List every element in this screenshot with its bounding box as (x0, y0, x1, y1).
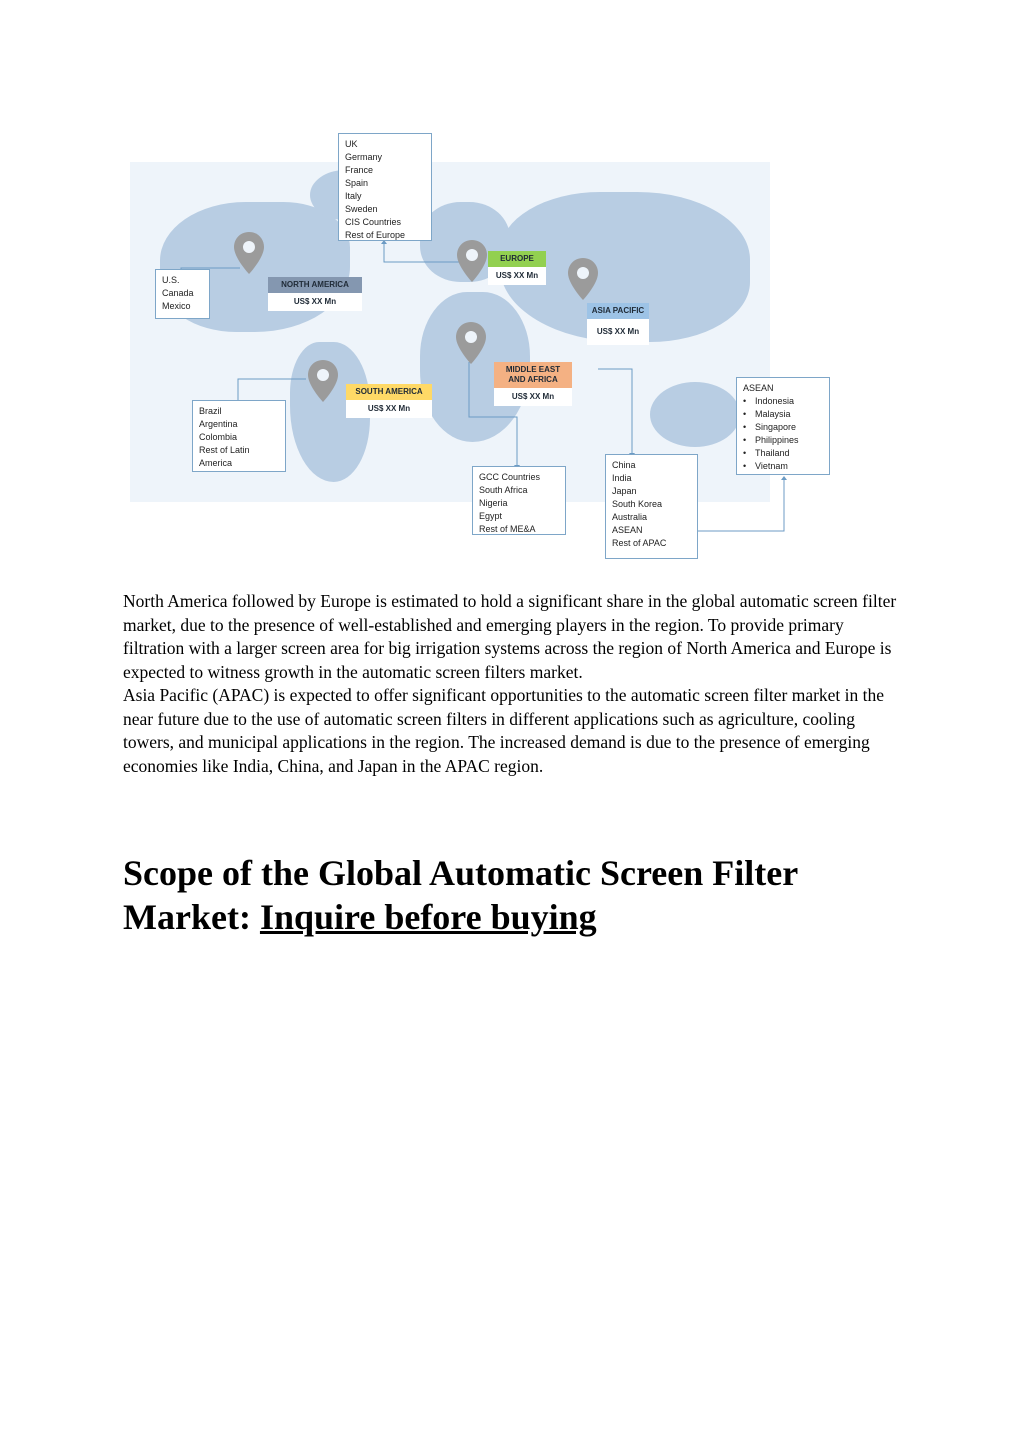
country-item: • Singapore (743, 421, 823, 434)
country-item: • Philippines (743, 434, 823, 447)
country-item: Egypt (479, 511, 503, 521)
body-text (123, 590, 903, 778)
paragraph: North America followed by Europe is estimated to hold a significant share in the global automatic screen filter market, due to the presence of well-established and emerging players in the region. To provide primary filtration with a larger screen area for big irrigation systems across the region of North America and Europe is expected to witness growth in the automatic screen filters market. (123, 591, 897, 682)
region-middle-east-africa (494, 362, 572, 406)
country-item: Spain (345, 178, 369, 188)
country-item: Rest of APAC (612, 538, 667, 548)
region-label-line-2: AND AFRICA (508, 375, 558, 384)
section-heading (123, 851, 903, 939)
country-item: Rest of Latin (199, 445, 250, 455)
country-item: • Thailand (743, 447, 823, 460)
country-list-europe (338, 133, 432, 241)
country-item: Brazil (199, 406, 222, 416)
country-item: Japan (612, 486, 637, 496)
country-item: India (612, 473, 632, 483)
country-item: Rest of Europe (345, 230, 406, 240)
country-list-asia-pacific (605, 454, 698, 559)
region-label-line-1: MIDDLE EAST (505, 365, 561, 374)
country-item: Sweden (345, 204, 378, 214)
region-label: EUROPE (488, 251, 546, 267)
country-item: Germany (345, 152, 383, 162)
country-item: France (345, 165, 374, 175)
map-pin-icon (454, 320, 488, 366)
region-value: US$ XX Mn (268, 293, 362, 311)
country-item: U.S. (162, 275, 180, 285)
country-item: • Vietnam (743, 460, 823, 473)
map-pin-icon (455, 238, 489, 284)
asean-title: ASEAN (743, 383, 774, 393)
country-list-middle-east-africa (472, 466, 566, 535)
country-list-south-america (192, 400, 286, 472)
country-item: South Africa (479, 485, 528, 495)
country-item: • Malaysia (743, 408, 823, 421)
map-pin-icon (566, 256, 600, 302)
country-item: South Korea (612, 499, 663, 509)
country-item: Mexico (162, 301, 191, 311)
country-list-north-america (155, 269, 210, 319)
country-item: Italy (345, 191, 362, 201)
country-item: America (199, 458, 233, 468)
region-value: US$ XX Mn (346, 400, 432, 418)
inquire-before-buying-link[interactable]: Inquire before buying (259, 897, 597, 937)
country-item: Canada (162, 288, 194, 298)
region-label: NORTH AMERICA (268, 277, 362, 293)
country-item: UK (345, 139, 358, 149)
country-item: ASEAN (612, 525, 643, 535)
country-item: CIS Countries (345, 217, 402, 227)
region-label (494, 362, 572, 388)
paragraph: Asia Pacific (APAC) is expected to offer significant opportunities to the automatic screen filter market in the near future due to the use of automatic screen filters in different applications such as agriculture, cooling towers, and municipal applications in the region. The increased demand is due to the presence of emerging economies like India, China, and Japan in the APAC region. (123, 685, 885, 776)
region-value: US$ XX Mn (494, 388, 572, 406)
country-item: Australia (612, 512, 648, 522)
map-pin-icon (232, 230, 266, 276)
country-item: Rest of ME&A (479, 524, 536, 534)
country-item: • Indonesia (743, 395, 823, 408)
world-market-map (0, 0, 1023, 580)
country-item: Colombia (199, 432, 238, 442)
country-list-asean (736, 377, 830, 475)
country-item: Nigeria (479, 498, 508, 508)
region-europe (488, 251, 546, 285)
region-north-america (268, 277, 362, 311)
region-value: US$ XX Mn (488, 267, 546, 285)
country-item: Argentina (199, 419, 238, 429)
region-south-america (346, 384, 432, 418)
heading-text: Scope of the Global Automatic Screen Filter Market: (123, 853, 798, 937)
region-asia-pacific (587, 303, 649, 345)
region-label: ASIA PACIFIC (587, 303, 649, 319)
region-label: SOUTH AMERICA (346, 384, 432, 400)
country-item: GCC Countries (479, 472, 541, 482)
country-item: China (612, 460, 636, 470)
map-pin-icon (306, 358, 340, 404)
region-value: US$ XX Mn (587, 319, 649, 345)
